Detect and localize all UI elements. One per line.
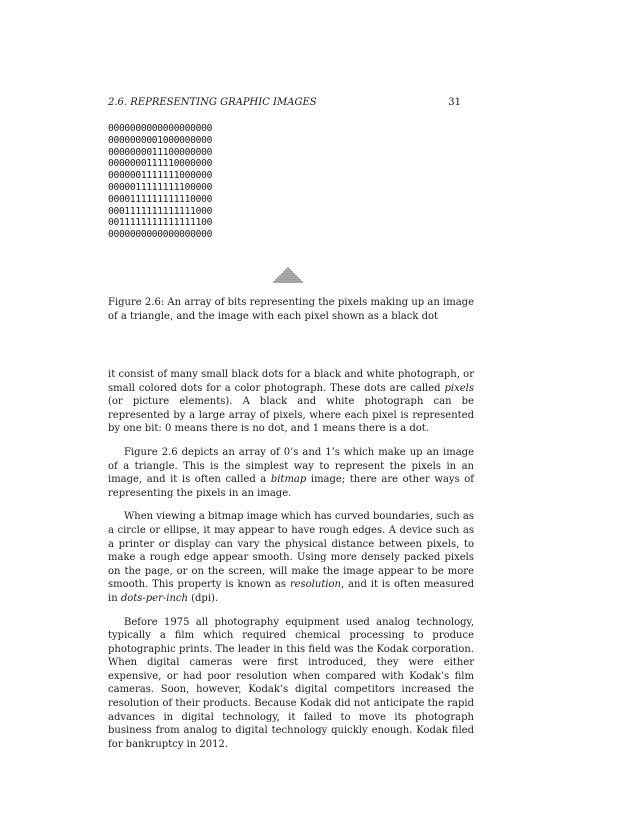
bitmap-row: 0000000011100000000: [108, 146, 213, 158]
section-title: 2.6. REPRESENTING GRAPHIC IMAGES: [108, 97, 317, 108]
pixel-dot: [289, 279, 290, 280]
bitmap-row: 0000000001000000000: [108, 134, 213, 146]
pixel-dot: [285, 273, 286, 274]
pixel-dot: [293, 273, 294, 274]
pixel-dot: [291, 281, 292, 282]
bitmap-row: 0000111111111110000: [108, 193, 213, 205]
bitmap-row: 0000011111111100000: [108, 181, 213, 193]
pixel-dot: [295, 275, 296, 276]
pixel-dot: [299, 281, 300, 282]
page-number: 31: [448, 97, 461, 108]
triangle-dot-image: [269, 265, 309, 285]
pixel-dot: [285, 275, 286, 276]
pixel-dot: [281, 277, 282, 278]
pixel-dot: [287, 281, 288, 282]
pixel-dot: [287, 269, 288, 270]
pixel-dot: [287, 267, 288, 268]
pixel-dot: [285, 269, 286, 270]
pixel-dot: [281, 273, 282, 274]
pixel-dot: [287, 271, 288, 272]
paragraph: it consist of many small black dots for a black and white photograph, or small colored dots for a color photograph. These dots are called pixels (or picture elements). A black and white photograph can be represented by a large array of pixels, where each pixel is represented by one bit: 0 means there is no dot, and 1 means there is a dot.: [108, 369, 474, 435]
pixel-dot: [277, 281, 278, 282]
pixel-dot: [283, 281, 284, 282]
pixel-dot: [293, 279, 294, 280]
pixel-dot: [283, 275, 284, 276]
pixel-dot: [287, 277, 288, 278]
pixel-dot: [295, 279, 296, 280]
pixel-dot: [291, 275, 292, 276]
pixel-dot: [281, 279, 282, 280]
pixel-dot: [289, 273, 290, 274]
pixel-dot: [287, 273, 288, 274]
pixel-dot: [297, 281, 298, 282]
pixel-dot: [285, 279, 286, 280]
pixel-dot: [291, 279, 292, 280]
pixel-dot: [291, 271, 292, 272]
pixel-dot: [291, 277, 292, 278]
pixel-dot: [285, 277, 286, 278]
pixel-dot: [293, 281, 294, 282]
pixel-dot: [275, 279, 276, 280]
pixel-dot: [291, 273, 292, 274]
pixel-dot: [279, 281, 280, 282]
pixel-dot: [283, 279, 284, 280]
bitmap-row: 0000000000000000000: [108, 229, 213, 241]
pixel-dot: [273, 281, 274, 282]
bitmap-row: 0001111111111111000: [108, 205, 213, 217]
pixel-dot: [279, 275, 280, 276]
pixel-dot: [301, 281, 302, 282]
pixel-dot: [289, 271, 290, 272]
body-text: [108, 368, 474, 761]
paragraph: Figure 2.6 depicts an array of 0’s and 1’s which make up an image of a triangle. This is the simplest way to represent the pixels in an image, and it is often called a bitmap image; there are other ways of representing the pixels in an image.: [108, 446, 474, 499]
bitmap-row: 0011111111111111100: [108, 217, 213, 229]
pixel-dot: [279, 277, 280, 278]
bitmap-row: 0000000111110000000: [108, 158, 213, 170]
pixel-dot: [295, 281, 296, 282]
pixel-dot: [289, 269, 290, 270]
pixel-dot: [277, 279, 278, 280]
pixel-dot: [275, 281, 276, 282]
figure-caption: Figure 2.6: An array of bits representing the pixels making up an image of a triangle, and the image with each pixel shown as a black dot: [108, 297, 474, 322]
pixel-dot: [283, 271, 284, 272]
pixel-dot: [295, 277, 296, 278]
pixel-dot: [289, 275, 290, 276]
pixel-dot: [299, 279, 300, 280]
pixel-dot: [293, 277, 294, 278]
pixel-dot: [289, 281, 290, 282]
pixel-dot: [283, 277, 284, 278]
pixel-dot: [297, 277, 298, 278]
pixel-dot: [281, 281, 282, 282]
pixel-dot: [293, 275, 294, 276]
running-header: [108, 97, 461, 108]
pixel-dot: [281, 275, 282, 276]
pixel-dot: [287, 279, 288, 280]
bitmap-row: 0000001111111000000: [108, 170, 213, 182]
paragraph: When viewing a bitmap image which has curved boundaries, such as a circle or ellipse, it may appear to have rough edges. A device such as a printer or display can vary the physical distance between pixels, to make a rough edge appear smooth. Using more densely packed pixels on the page, or on the screen, will make the image appear to be more smooth. This property is known as resolution, and it is often measured in dots-per-inch (dpi).: [108, 511, 474, 604]
pixel-dot: [283, 273, 284, 274]
pixel-dot: [285, 281, 286, 282]
pixel-dot: [279, 279, 280, 280]
paragraph: Before 1975 all photography equipment used analog technology, typically a film which required chemical processing to produce photographic prints. The leader in this field was the Kodak corporation. When digital cameras were first introduced, they were either expensive, or had poor resolution when compared with Kodak’s film cameras. Soon, however, Kodak’s digital competitors increased the resolution of their products. Because Kodak did not anticipate the rapid advances in digital technology, it failed to move its photograph business from analog to digital technology quickly enough. Kodak filed for bankruptcy in 2012.: [108, 616, 474, 750]
pixel-dot: [285, 271, 286, 272]
pixel-dot: [287, 275, 288, 276]
pixel-dot: [277, 277, 278, 278]
bitmap-row: 0000000000000000000: [108, 123, 213, 134]
bitmap-array: [108, 123, 212, 241]
pixel-dot: [297, 279, 298, 280]
pixel-dot: [289, 277, 290, 278]
